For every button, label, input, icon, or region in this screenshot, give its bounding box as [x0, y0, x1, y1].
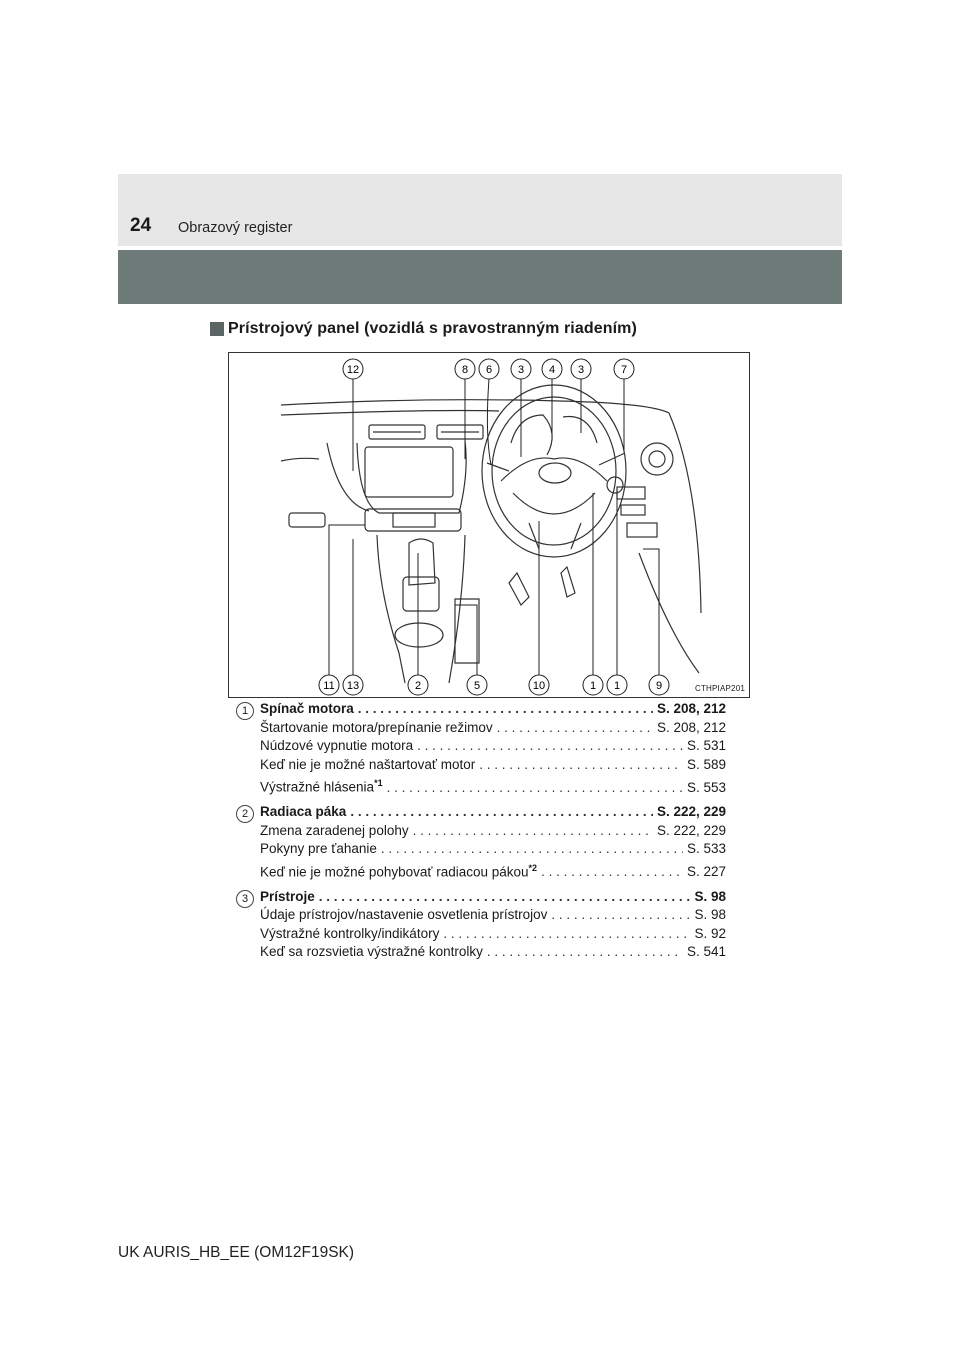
page-ref[interactable]: S. 98: [694, 907, 726, 922]
leader-dots: [381, 840, 683, 859]
page-ref[interactable]: S. 541: [686, 944, 726, 959]
leader-dots: [417, 737, 683, 756]
leader-dots: [413, 822, 653, 841]
page-ref[interactable]: S. 208, 212: [656, 701, 726, 716]
section-title: Prístrojový panel (vozidlá s pravostranným riadením): [228, 320, 637, 337]
leader-dots: [443, 925, 690, 944]
page-ref[interactable]: S. 589: [686, 756, 726, 772]
section-heading: [210, 318, 637, 340]
page-ref[interactable]: S. 208, 212: [656, 719, 726, 735]
item-text: Keď nie je možné naštartovať motor: [260, 756, 476, 772]
item-text-main: Výstražné hlásenia: [260, 779, 375, 795]
item-text: Pokyny pre ťahanie: [260, 841, 377, 856]
entry-item: [260, 719, 726, 738]
callout-label: 5: [473, 680, 481, 692]
page-ref[interactable]: S. 227: [686, 864, 726, 879]
entry-shift-lever: [236, 803, 726, 882]
footnote-marker: *2: [528, 862, 538, 873]
item-text: Štartovanie motora/prepínanie režimov: [260, 719, 493, 735]
entry-title-line: [260, 700, 726, 719]
item-text: [260, 859, 537, 882]
entry-item: [260, 737, 726, 756]
callout-label: 4: [548, 364, 556, 376]
header-bar: [118, 250, 842, 304]
entry-title: Spínač motora: [260, 701, 354, 716]
dashboard-drawing: [229, 353, 749, 697]
callout-label: 11: [323, 680, 335, 692]
callout-label: 10: [532, 680, 546, 692]
leader-dots: [487, 943, 683, 962]
leader-dots: [387, 779, 683, 798]
callout-label: 3: [517, 364, 525, 376]
callout-label: 1: [613, 680, 621, 692]
entry-engine-switch: [236, 700, 726, 797]
callout-label: 12: [346, 364, 360, 376]
header-title: Obrazový register: [178, 220, 293, 236]
footnote-marker: *1: [374, 778, 383, 788]
callout-label: 8: [461, 364, 469, 376]
leader-dots: [319, 888, 691, 907]
item-text: Výstražné kontrolky/indikátory: [260, 925, 440, 941]
page-ref[interactable]: S. 533: [686, 841, 726, 856]
leader-dots: [541, 863, 683, 882]
entry-number: 1: [236, 702, 254, 720]
entry-item: [260, 906, 726, 925]
item-text: Núdzové vypnutie motora: [260, 738, 414, 753]
entry-number: 2: [236, 805, 254, 823]
callout-label: 6: [485, 364, 493, 376]
leader-dots: [350, 803, 653, 822]
page-ref[interactable]: S. 222, 229: [656, 822, 726, 838]
page-ref[interactable]: S. 98: [694, 888, 726, 904]
section-square-icon: [210, 322, 224, 336]
entry-title-line: [260, 803, 726, 822]
entry-item: [260, 756, 726, 775]
entry-meters: [236, 888, 726, 962]
entry-item: [260, 943, 726, 962]
entry-item: [260, 925, 726, 944]
leader-dots: [497, 719, 653, 738]
item-text: Keď sa rozsvietia výstražné kontrolky: [260, 944, 483, 959]
figure-code: CTHPIAP201: [694, 684, 745, 693]
entry-item: [260, 840, 726, 859]
callout-label: 3: [577, 364, 585, 376]
entry-title: Radiaca páka: [260, 804, 347, 819]
callout-label: 13: [346, 680, 360, 692]
page-ref[interactable]: S. 531: [686, 738, 726, 753]
dashboard-illustration: [228, 352, 750, 698]
leader-dots: [551, 906, 690, 925]
item-text-main: Keď nie je možné pohybovať radiacou pákou: [260, 864, 529, 879]
page-ref[interactable]: S. 553: [686, 779, 726, 795]
page-number: 24: [130, 215, 152, 236]
item-text: Zmena zaradenej polohy: [260, 822, 409, 838]
leader-dots: [358, 700, 653, 719]
page-ref[interactable]: S. 222, 229: [656, 804, 726, 819]
item-text: Údaje prístrojov/nastavenie osvetlenia prístrojov: [260, 907, 548, 922]
entry-list: [236, 700, 726, 968]
entry-item: [260, 774, 726, 797]
callout-label: 2: [414, 680, 422, 692]
entry-item: [260, 822, 726, 841]
entry-title: Prístroje: [260, 888, 315, 904]
leader-dots: [479, 756, 683, 775]
entry-item: [260, 859, 726, 882]
entry-number: 3: [236, 890, 254, 908]
callout-label: 9: [655, 680, 663, 692]
footer-doc-code: UK AURIS_HB_EE (OM12F19SK): [118, 1244, 355, 1261]
page-ref[interactable]: S. 92: [694, 925, 726, 941]
callout-label: 1: [589, 680, 597, 692]
entry-title-line: [260, 888, 726, 907]
callout-label: 7: [620, 364, 628, 376]
item-text: [260, 774, 383, 797]
